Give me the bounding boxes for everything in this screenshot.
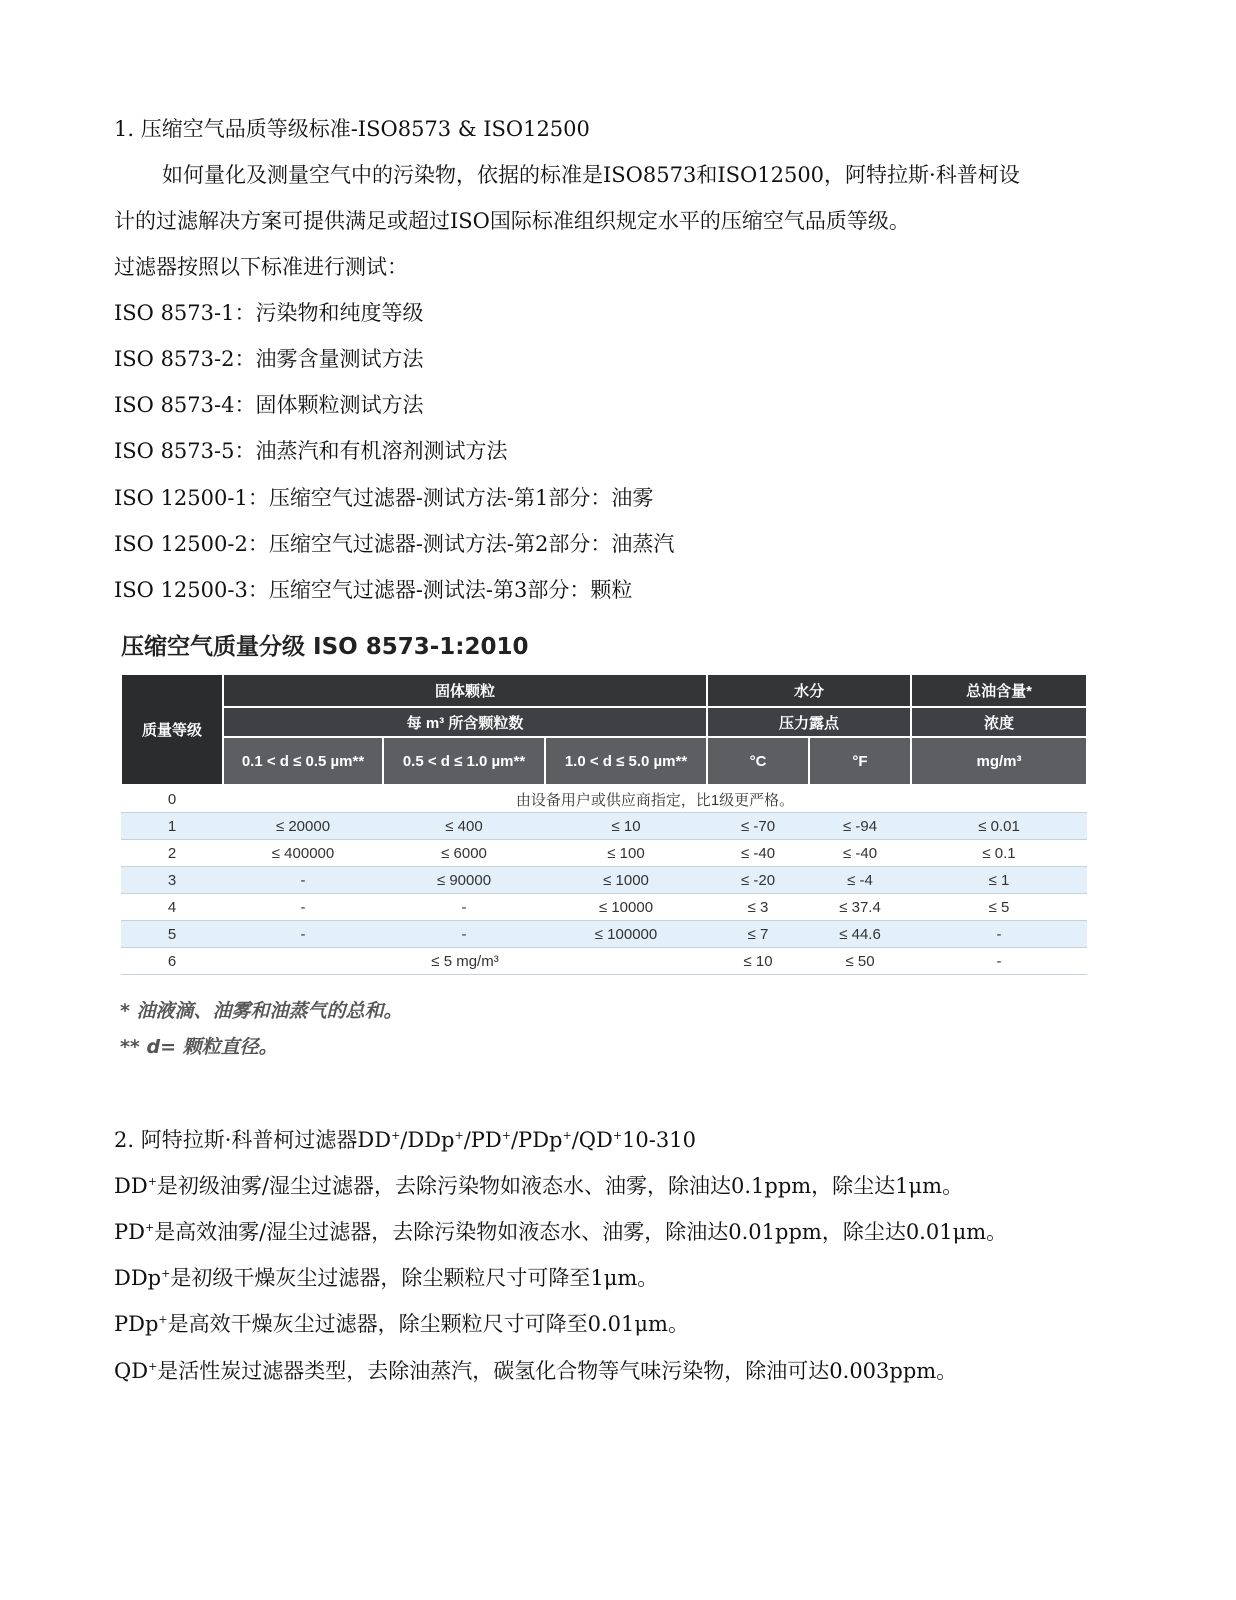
header-fahrenheit: °F [809,737,911,785]
table-row [121,921,1087,948]
filter-description: DD+是初级油雾/湿尘过滤器，去除污染物如液态水、油雾，除油达0.1ppm，除尘达1μm。 [114,1174,964,1198]
table-row [121,840,1087,867]
grade-cell: 1 [121,813,223,840]
table-title: 压缩空气质量分级 ISO 8573-1:2010 [121,634,529,660]
table-row [121,894,1087,921]
header-water: 水分 [707,674,911,707]
header-particle-3: 1.0 < d ≤ 5.0 µm** [545,737,707,785]
table-cell: ≤ -4 [809,867,911,894]
table-row [121,785,1087,813]
table-cell: ≤ 37.4 [809,894,911,921]
filter-description: PDp+是高效干燥灰尘过滤器，除尘颗粒尺寸可降至0.01μm。 [114,1312,689,1336]
header-particle-2: 0.5 < d ≤ 1.0 µm** [383,737,545,785]
table-cell: ≤ 1 [911,867,1087,894]
table-cell: ≤ 7 [707,921,809,948]
table-cell: ≤ 0.1 [911,840,1087,867]
table-cell: ≤ 5 mg/m³ [223,948,707,975]
table-cell: ≤ 0.01 [911,813,1087,840]
iso-quality-table [120,673,1088,975]
table-footnote-2: ** d= 颗粒直径。 [120,1036,278,1058]
grade-cell: 2 [121,840,223,867]
table-cell: ≤ 1000 [545,867,707,894]
section1-intro: 过滤器按照以下标准进行测试： [114,255,408,279]
table-cell: ≤ -40 [707,840,809,867]
table-cell: ≤ 6000 [383,840,545,867]
table-cell: ≤ 10000 [545,894,707,921]
table-cell: ≤ 400000 [223,840,383,867]
grade-cell: 3 [121,867,223,894]
table-cell: ≤ 3 [707,894,809,921]
table-cell: ≤ 10 [707,948,809,975]
header-particle-1: 0.1 < d ≤ 0.5 µm** [223,737,383,785]
table-cell: - [911,948,1087,975]
table-cell: - [223,867,383,894]
table-cell: ≤ -70 [707,813,809,840]
table-cell: ≤ 100000 [545,921,707,948]
grade-cell: 4 [121,894,223,921]
table-cell: - [911,921,1087,948]
table-row [121,867,1087,894]
table-cell: ≤ 100 [545,840,707,867]
section1-paragraph-line1: 如何量化及测量空气中的污染物，依据的标准是ISO8573和ISO12500，阿特拉斯·科普柯设 [162,163,1020,187]
table-cell: ≤ 400 [383,813,545,840]
table-cell: - [223,921,383,948]
header-water-sub: 压力露点 [707,707,911,737]
standard-item: ISO 12500-3：压缩空气过滤器-测试法-第3部分：颗粒 [114,578,633,602]
table-cell: ≤ 5 [911,894,1087,921]
header-oil-unit: mg/m³ [911,737,1087,785]
table-row [121,948,1087,975]
row0-note: 由设备用户或供应商指定，比1级更严格。 [223,785,1087,813]
filter-description: PD+是高效油雾/湿尘过滤器，去除污染物如液态水、油雾，除油达0.01ppm，除尘达0.01μm。 [114,1220,1008,1244]
table-cell: - [383,894,545,921]
table-row [121,813,1087,840]
section2-heading: 2. 阿特拉斯·科普柯过滤器DD+/DDp+/PD+/PDp+/QD+10-310 [114,1128,696,1152]
table-cell: ≤ 20000 [223,813,383,840]
header-solid-sub: 每 m³ 所含颗粒数 [223,707,707,737]
table-cell: ≤ 50 [809,948,911,975]
header-oil-sub: 浓度 [911,707,1087,737]
table-cell: ≤ 90000 [383,867,545,894]
header-solid: 固体颗粒 [223,674,707,707]
section1-paragraph-line2: 计的过滤解决方案可提供满足或超过ISO国际标准组织规定水平的压缩空气品质等级。 [114,209,910,233]
standard-item: ISO 8573-4：固体颗粒测试方法 [114,393,424,417]
standard-item: ISO 12500-1：压缩空气过滤器-测试方法-第1部分：油雾 [114,486,654,510]
section1-heading: 1. 压缩空气品质等级标准-ISO8573 & ISO12500 [114,117,590,141]
grade-cell: 5 [121,921,223,948]
header-grade: 质量等级 [121,674,223,785]
table-cell: ≤ -94 [809,813,911,840]
header-oil: 总油含量* [911,674,1087,707]
table-cell: - [223,894,383,921]
standard-item: ISO 8573-2：油雾含量测试方法 [114,347,424,371]
standard-item: ISO 8573-5：油蒸汽和有机溶剂测试方法 [114,439,508,463]
table-cell: ≤ -40 [809,840,911,867]
filter-description: QD+是活性炭过滤器类型，去除油蒸汽，碳氢化合物等气味污染物，除油可达0.003ppm。 [114,1359,958,1383]
table-footnote-1: * 油液滴、油雾和油蒸气的总和。 [120,1000,403,1022]
grade-cell: 6 [121,948,223,975]
standard-item: ISO 8573-1：污染物和纯度等级 [114,301,424,325]
table-cell: - [383,921,545,948]
table-cell: ≤ -20 [707,867,809,894]
grade-cell: 0 [121,785,223,813]
filter-description: DDp+是初级干燥灰尘过滤器，除尘颗粒尺寸可降至1μm。 [114,1266,659,1290]
table-cell: ≤ 44.6 [809,921,911,948]
standard-item: ISO 12500-2：压缩空气过滤器-测试方法-第2部分：油蒸汽 [114,532,675,556]
table-cell: ≤ 10 [545,813,707,840]
header-celsius: °C [707,737,809,785]
